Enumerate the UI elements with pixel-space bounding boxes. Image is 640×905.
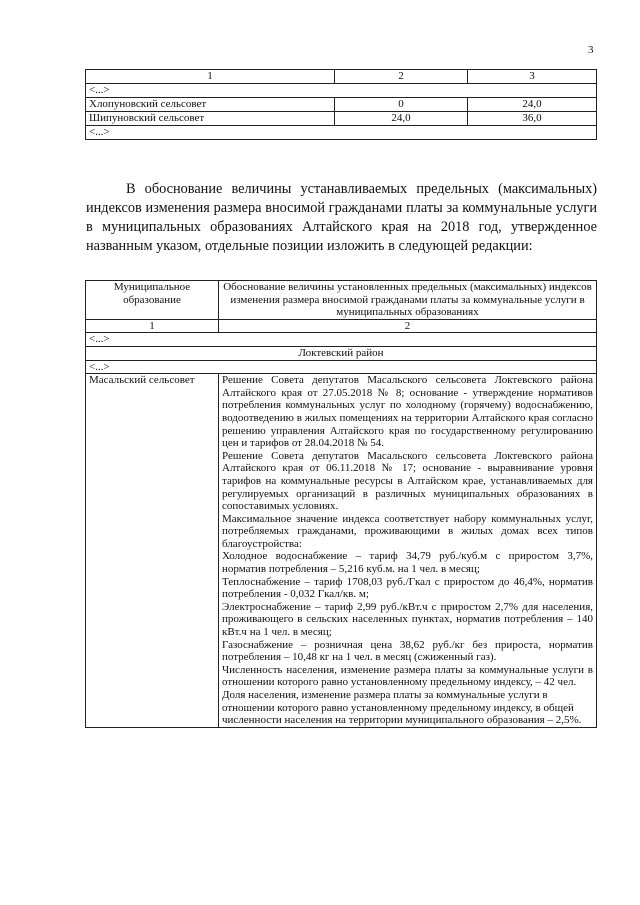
page-number: 3 <box>588 44 594 56</box>
row-name: Хлопуновский сельсовет <box>86 98 335 112</box>
justification-paragraph: Решение Совета депутатов Масальского сельсовета Локтевского района Алтайского края от 06.11.2018 № 17; основание - выравнивание уровня тарифов на коммунальные ресурсы в Алтайском крае, устанавливаемых для регулируемых организаций в различных муниципальных образованиях в сопоставимых условиях. <box>222 449 593 513</box>
justification-paragraph: Численность населения, изменение размера платы за коммунальные услуги в отношении которого равно установленному предельному индексу, – 42 чел. <box>222 663 593 689</box>
ellipsis-cell: <...> <box>86 360 597 374</box>
ellipsis-cell: <...> <box>86 84 597 98</box>
num-col2: 2 <box>219 319 597 333</box>
justification-paragraph: Максимальное значение индекса соответствует набору коммунальных услуг, потребляемых гражданами, проживающими в жилых домах всех типов благоустройства: <box>222 512 593 550</box>
table-row <box>86 112 597 126</box>
table-row <box>86 374 597 728</box>
row-col2: 0 <box>335 98 468 112</box>
justification-paragraph: Газоснабжение – розничная цена 38,62 руб./кг без прироста, норматив потребления – 10,48 кг на 1 чел. в месяц (сжиженный газ). <box>222 638 593 664</box>
header-cell-3: 3 <box>468 70 597 84</box>
intro-paragraph: В обоснование величины устанавливаемых предельных (максимальных) индексов изменения размера вносимой гражданами платы за коммунальные услуги в муниципальных образованиях Алтайского края на 2018 год, утвержденное названным указом, отдельные позиции изложить в следующей редакции: <box>86 181 597 254</box>
table-header-row <box>86 70 597 84</box>
head-municipality: Муниципальное образование <box>86 281 219 320</box>
table-row <box>86 126 597 140</box>
justification-paragraph: Решение Совета депутатов Масальского сельсовета Локтевского района Алтайского края от 27.05.2018 № 8; основание - утверждение нормативов потребления коммунальных услуг по холодному (горячему) водоснабжению, водоотведению в жилых помещениях на территории Алтайского края согласно решению управления Алтайского края по государственному регулированию цен и тарифов от 28.04.2018 № 54. <box>222 374 593 450</box>
table-row <box>86 346 597 360</box>
head-justification: Обоснование величины установленных предельных (максимальных) индексов изменения размера вносимой гражданами платы за коммунальные услуги в муниципальных образованиях <box>219 281 597 320</box>
justification-paragraph: Доля населения, изменение размера платы за коммунальные услуги в отношении которого равно установленному предельному индексу, в общей численности населения на территории муниципального образования – 2,5%. <box>222 689 582 727</box>
main-table <box>85 280 597 728</box>
justification-paragraph: Электроснабжение – тариф 2,99 руб./кВт.ч с приростом 2,7% для населения, проживающего в сельских населенных пунктах, норматив потребления – 140 кВт.ч на 1 чел. в месяц; <box>222 600 593 639</box>
row-col3: 36,0 <box>468 112 597 126</box>
row-name: Шипуновский сельсовет <box>86 112 335 126</box>
ellipsis-cell: <...> <box>86 126 597 140</box>
justification-cell <box>219 374 597 728</box>
table-row <box>86 360 597 374</box>
header-cell-1: 1 <box>86 70 335 84</box>
table-row <box>86 98 597 112</box>
municipality-cell: Масальский сельсовет <box>86 374 219 728</box>
ellipsis-cell: <...> <box>86 333 597 347</box>
row-col3: 24,0 <box>468 98 597 112</box>
justification-paragraph: Холодное водоснабжение – тариф 34,79 руб./куб.м с приростом 3,7%, норматив потребления – 5,216 куб.м. на 1 чел. в месяц; <box>222 550 593 576</box>
num-col1: 1 <box>86 319 219 333</box>
table-row <box>86 84 597 98</box>
table-number-row <box>86 319 597 333</box>
table-header-row <box>86 281 597 320</box>
top-table <box>85 69 597 140</box>
row-col2: 24,0 <box>335 112 468 126</box>
justification-paragraph: Теплоснабжение – тариф 1708,03 руб./Гкал с приростом до 46,4%, норматив потребления - 0,032 Гкал/кв. м; <box>222 575 593 601</box>
table-row <box>86 333 597 347</box>
district-cell: Локтевский район <box>86 346 597 360</box>
header-cell-2: 2 <box>335 70 468 84</box>
